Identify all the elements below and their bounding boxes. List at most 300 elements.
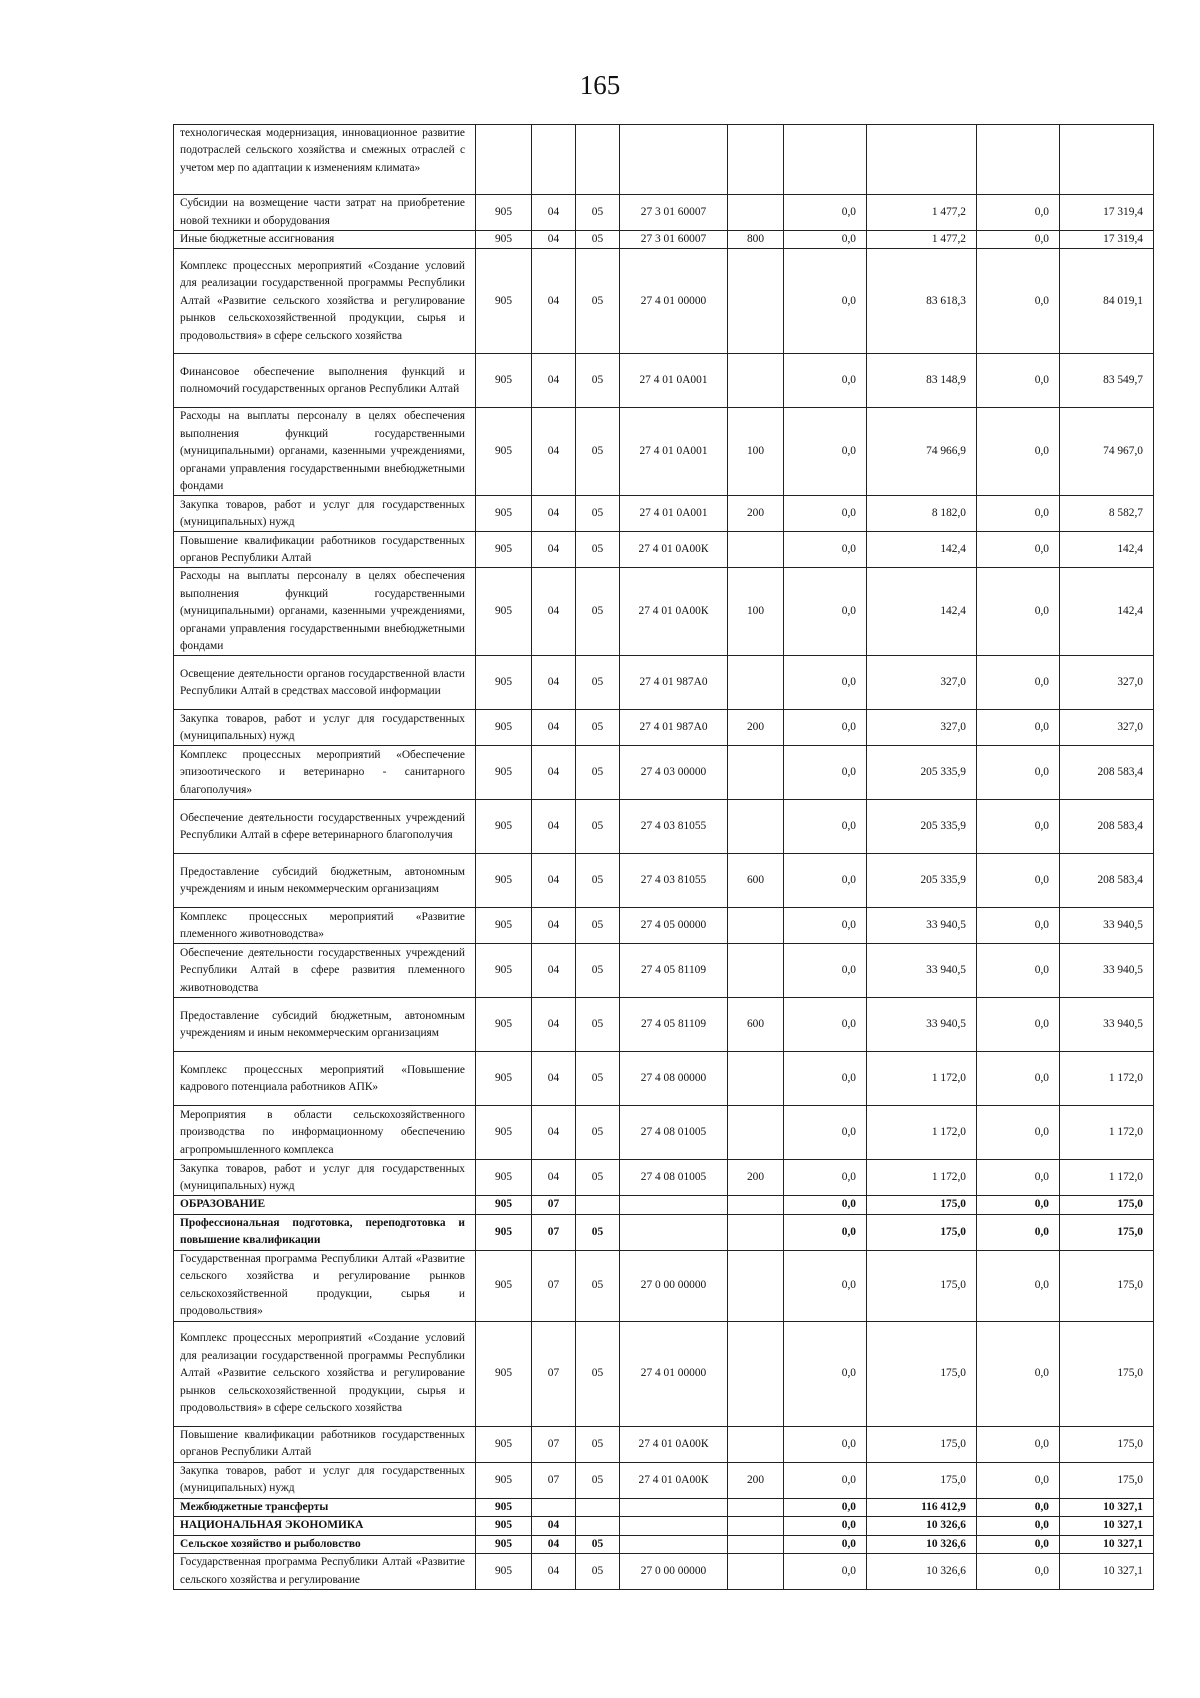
cell-expense-type [728, 1214, 784, 1250]
cell-amount-2: 10 326,6 [867, 1554, 977, 1590]
cell-target-article: 27 4 01 0А001 [620, 496, 728, 532]
cell-description: Комплекс процессных мероприятий «Развитие племенного животноводства» [174, 908, 476, 944]
cell-amount-1: 0,0 [784, 944, 867, 998]
cell-section [532, 1498, 576, 1516]
cell-amount-1: 0,0 [784, 710, 867, 746]
cell-amount-4: 208 583,4 [1060, 800, 1154, 854]
table-row [174, 532, 1154, 568]
table-row [174, 195, 1154, 231]
cell-target-article: 27 4 01 987А0 [620, 710, 728, 746]
cell-amount-1: 0,0 [784, 231, 867, 249]
cell-amount-3: 0,0 [977, 1426, 1060, 1462]
table-row [174, 249, 1154, 354]
cell-target-article: 27 4 08 00000 [620, 1052, 728, 1106]
cell-description: Иные бюджетные ассигнования [174, 231, 476, 249]
cell-description: Обеспечение деятельности государственных учреждений Республики Алтай в сфере ветеринарного благополучия [174, 800, 476, 854]
cell-section: 04 [532, 1160, 576, 1196]
cell-amount-3: 0,0 [977, 1535, 1060, 1553]
cell-amount-3: 0,0 [977, 1517, 1060, 1535]
cell-subsection: 05 [576, 908, 620, 944]
cell-expense-type: 200 [728, 496, 784, 532]
cell-subsection: 05 [576, 1535, 620, 1553]
table-row [174, 1196, 1154, 1214]
cell-subsection: 05 [576, 1052, 620, 1106]
cell-amount-2: 175,0 [867, 1426, 977, 1462]
cell-section: 04 [532, 496, 576, 532]
cell-subsection: 05 [576, 998, 620, 1052]
table-row [174, 1250, 1154, 1321]
cell-admin-code: 905 [476, 1426, 532, 1462]
cell-target-article: 27 4 01 0А00К [620, 568, 728, 656]
cell-amount-3: 0,0 [977, 231, 1060, 249]
table-row [174, 1426, 1154, 1462]
table-row [174, 1498, 1154, 1516]
cell-target-article: 27 0 00 00000 [620, 1250, 728, 1321]
cell-admin-code: 905 [476, 231, 532, 249]
cell-amount-2: 175,0 [867, 1196, 977, 1214]
cell-amount-2: 1 172,0 [867, 1106, 977, 1160]
cell-amount-3: 0,0 [977, 1214, 1060, 1250]
cell-amount-2: 205 335,9 [867, 746, 977, 800]
cell-description: Закупка товаров, работ и услуг для государственных (муниципальных) нужд [174, 1462, 476, 1498]
cell-amount-3: 0,0 [977, 408, 1060, 496]
cell-admin-code: 905 [476, 944, 532, 998]
cell-amount-3: 0,0 [977, 1052, 1060, 1106]
cell-target-article: 27 3 01 60007 [620, 231, 728, 249]
cell-description: Мероприятия в области сельскохозяйственного производства по информационному обеспечению агропромышленного комплекса [174, 1106, 476, 1160]
cell-expense-type [728, 1554, 784, 1590]
cell-admin-code: 905 [476, 656, 532, 710]
cell-target-article: 27 4 08 01005 [620, 1106, 728, 1160]
cell-expense-type: 600 [728, 854, 784, 908]
cell-description: Предоставление субсидий бюджетным, автономным учреждениям и иным некоммерческим организациям [174, 854, 476, 908]
cell-subsection: 05 [576, 249, 620, 354]
cell-target-article: 27 4 01 0А001 [620, 354, 728, 408]
cell-amount-2: 116 412,9 [867, 1498, 977, 1516]
cell-admin-code: 905 [476, 998, 532, 1052]
cell-amount-4: 142,4 [1060, 532, 1154, 568]
cell-subsection: 05 [576, 568, 620, 656]
cell-description: Закупка товаров, работ и услуг для государственных (муниципальных) нужд [174, 1160, 476, 1196]
cell-amount-4: 10 327,1 [1060, 1554, 1154, 1590]
cell-admin-code: 905 [476, 496, 532, 532]
cell-amount-3: 0,0 [977, 1554, 1060, 1590]
cell-admin-code: 905 [476, 1214, 532, 1250]
budget-table [173, 124, 1154, 1590]
cell-amount-3: 0,0 [977, 854, 1060, 908]
cell-section: 04 [532, 854, 576, 908]
table-row [174, 1554, 1154, 1590]
cell-amount-4: 10 327,1 [1060, 1517, 1154, 1535]
cell-description: Предоставление субсидий бюджетным, автономным учреждениям и иным некоммерческим организациям [174, 998, 476, 1052]
cell-description: Сельское хозяйство и рыболовство [174, 1535, 476, 1553]
cell-target-article: 27 3 01 60007 [620, 195, 728, 231]
cell-section: 04 [532, 249, 576, 354]
cell-admin-code: 905 [476, 1196, 532, 1214]
cell-target-article: 27 4 01 0А00К [620, 532, 728, 568]
cell-expense-type: 200 [728, 1462, 784, 1498]
cell-amount-4: 33 940,5 [1060, 998, 1154, 1052]
table-row [174, 746, 1154, 800]
cell-description: Повышение квалификации работников государственных органов Республики Алтай [174, 1426, 476, 1462]
cell-expense-type: 100 [728, 568, 784, 656]
cell-description: Закупка товаров, работ и услуг для государственных (муниципальных) нужд [174, 710, 476, 746]
cell-subsection: 05 [576, 1214, 620, 1250]
cell-amount-2: 327,0 [867, 710, 977, 746]
cell-subsection: 05 [576, 800, 620, 854]
cell-description: НАЦИОНАЛЬНАЯ ЭКОНОМИКА [174, 1517, 476, 1535]
table-row [174, 944, 1154, 998]
cell-expense-type [728, 1498, 784, 1516]
cell-expense-type: 100 [728, 408, 784, 496]
cell-subsection: 05 [576, 746, 620, 800]
cell-amount-3: 0,0 [977, 710, 1060, 746]
cell-amount-4: 208 583,4 [1060, 854, 1154, 908]
cell-subsection: 05 [576, 532, 620, 568]
cell-admin-code: 905 [476, 1535, 532, 1553]
cell-amount-4: 84 019,1 [1060, 249, 1154, 354]
cell-amount-4: 83 549,7 [1060, 354, 1154, 408]
cell-amount-2: 175,0 [867, 1321, 977, 1426]
cell-amount-3: 0,0 [977, 354, 1060, 408]
cell-target-article [620, 1517, 728, 1535]
cell-amount-2: 1 477,2 [867, 195, 977, 231]
cell-amount-4: 175,0 [1060, 1214, 1154, 1250]
cell-expense-type [728, 1106, 784, 1160]
cell-amount-3: 0,0 [977, 1196, 1060, 1214]
cell-expense-type: 200 [728, 1160, 784, 1196]
cell-expense-type [728, 1321, 784, 1426]
cell-amount-3: 0,0 [977, 1462, 1060, 1498]
table-row [174, 1321, 1154, 1426]
cell-amount-1: 0,0 [784, 1554, 867, 1590]
cell-section: 04 [532, 1052, 576, 1106]
cell-target-article: 27 4 01 0А001 [620, 408, 728, 496]
table-row [174, 231, 1154, 249]
cell-target-article [620, 1498, 728, 1516]
cell-amount-3: 0,0 [977, 944, 1060, 998]
cell-amount-1: 0,0 [784, 1250, 867, 1321]
cell-amount-3: 0,0 [977, 195, 1060, 231]
cell-amount-4: 17 319,4 [1060, 231, 1154, 249]
cell-section [532, 125, 576, 195]
cell-description: Межбюджетные трансферты [174, 1498, 476, 1516]
cell-subsection: 05 [576, 710, 620, 746]
cell-amount-3: 0,0 [977, 908, 1060, 944]
cell-section: 04 [532, 408, 576, 496]
cell-amount-3: 0,0 [977, 568, 1060, 656]
cell-subsection: 05 [576, 1462, 620, 1498]
cell-amount-2: 142,4 [867, 532, 977, 568]
cell-section: 07 [532, 1321, 576, 1426]
cell-admin-code: 905 [476, 408, 532, 496]
cell-admin-code: 905 [476, 1106, 532, 1160]
cell-amount-4: 33 940,5 [1060, 908, 1154, 944]
cell-expense-type [728, 195, 784, 231]
cell-amount-1: 0,0 [784, 1462, 867, 1498]
cell-amount-2: 1 172,0 [867, 1052, 977, 1106]
cell-amount-1: 0,0 [784, 249, 867, 354]
cell-amount-4: 17 319,4 [1060, 195, 1154, 231]
cell-amount-1: 0,0 [784, 1196, 867, 1214]
cell-admin-code: 905 [476, 1052, 532, 1106]
cell-section: 04 [532, 908, 576, 944]
cell-amount-2: 175,0 [867, 1462, 977, 1498]
table-row [174, 1462, 1154, 1498]
cell-description: Государственная программа Республики Алтай «Развитие сельского хозяйства и регулирование рынков сельскохозяйственной продукции, сырья и продовольствия» [174, 1250, 476, 1321]
cell-amount-2: 33 940,5 [867, 998, 977, 1052]
cell-subsection [576, 125, 620, 195]
cell-amount-4: 33 940,5 [1060, 944, 1154, 998]
cell-amount-2: 33 940,5 [867, 908, 977, 944]
table-row [174, 354, 1154, 408]
cell-description: Комплекс процессных мероприятий «Обеспечение эпизоотического и ветеринарно - санитарного благополучия» [174, 746, 476, 800]
cell-amount-1: 0,0 [784, 568, 867, 656]
cell-description: Расходы на выплаты персоналу в целях обеспечения выполнения функций государственными (муниципальными) органами, казенными учреждениями, органами управления государственными внебюджетными фондами [174, 408, 476, 496]
cell-section: 07 [532, 1462, 576, 1498]
cell-subsection: 05 [576, 1160, 620, 1196]
cell-target-article [620, 125, 728, 195]
cell-target-article: 27 0 00 00000 [620, 1554, 728, 1590]
cell-expense-type [728, 249, 784, 354]
cell-admin-code: 905 [476, 1517, 532, 1535]
table-row [174, 1214, 1154, 1250]
cell-subsection: 05 [576, 1426, 620, 1462]
cell-amount-2: 83 618,3 [867, 249, 977, 354]
cell-amount-1: 0,0 [784, 354, 867, 408]
cell-expense-type: 800 [728, 231, 784, 249]
cell-amount-1: 0,0 [784, 1052, 867, 1106]
cell-section: 07 [532, 1426, 576, 1462]
cell-admin-code: 905 [476, 1498, 532, 1516]
page-number: 165 [579, 70, 621, 100]
cell-subsection [576, 1196, 620, 1214]
cell-amount-4: 74 967,0 [1060, 408, 1154, 496]
table-row [174, 1535, 1154, 1553]
cell-admin-code: 905 [476, 195, 532, 231]
cell-amount-1 [784, 125, 867, 195]
cell-section: 04 [532, 746, 576, 800]
cell-target-article: 27 4 03 81055 [620, 854, 728, 908]
cell-amount-1: 0,0 [784, 1498, 867, 1516]
cell-target-article: 27 4 03 81055 [620, 800, 728, 854]
cell-subsection: 05 [576, 656, 620, 710]
cell-amount-3 [977, 125, 1060, 195]
cell-section: 04 [532, 532, 576, 568]
cell-subsection: 05 [576, 1106, 620, 1160]
cell-target-article: 27 4 01 0А00К [620, 1426, 728, 1462]
cell-target-article [620, 1196, 728, 1214]
cell-description: Комплекс процессных мероприятий «Повышение кадрового потенциала работников АПК» [174, 1052, 476, 1106]
cell-amount-4: 327,0 [1060, 656, 1154, 710]
cell-amount-2: 205 335,9 [867, 854, 977, 908]
table-row [174, 1052, 1154, 1106]
cell-target-article [620, 1535, 728, 1553]
cell-amount-2: 175,0 [867, 1250, 977, 1321]
cell-admin-code: 905 [476, 354, 532, 408]
cell-target-article: 27 4 01 987А0 [620, 656, 728, 710]
cell-expense-type [728, 908, 784, 944]
cell-expense-type [728, 944, 784, 998]
cell-description: Обеспечение деятельности государственных учреждений Республики Алтай в сфере развития племенного животноводства [174, 944, 476, 998]
cell-admin-code [476, 125, 532, 195]
cell-amount-2: 8 182,0 [867, 496, 977, 532]
table-body [174, 125, 1154, 1590]
cell-amount-4: 175,0 [1060, 1321, 1154, 1426]
cell-section: 04 [532, 354, 576, 408]
cell-amount-1: 0,0 [784, 1160, 867, 1196]
cell-subsection: 05 [576, 854, 620, 908]
cell-amount-1: 0,0 [784, 1535, 867, 1553]
cell-target-article: 27 4 01 00000 [620, 1321, 728, 1426]
cell-admin-code: 905 [476, 249, 532, 354]
cell-description: Субсидии на возмещение части затрат на приобретение новой техники и оборудования [174, 195, 476, 231]
table-row [174, 710, 1154, 746]
cell-amount-4: 1 172,0 [1060, 1052, 1154, 1106]
cell-amount-2: 74 966,9 [867, 408, 977, 496]
cell-section: 04 [532, 195, 576, 231]
cell-amount-3: 0,0 [977, 998, 1060, 1052]
cell-amount-4: 1 172,0 [1060, 1106, 1154, 1160]
cell-description: технологическая модернизация, инновационное развитие подотраслей сельского хозяйства и смежных отраслей с учетом мер по адаптации к изменениям климата» [174, 125, 476, 195]
cell-expense-type [728, 1517, 784, 1535]
cell-expense-type [728, 746, 784, 800]
cell-section: 04 [532, 1106, 576, 1160]
table-row [174, 1160, 1154, 1196]
cell-subsection [576, 1517, 620, 1535]
cell-description: Повышение квалификации работников государственных органов Республики Алтай [174, 532, 476, 568]
cell-subsection: 05 [576, 195, 620, 231]
cell-target-article: 27 4 03 00000 [620, 746, 728, 800]
cell-section: 07 [532, 1250, 576, 1321]
cell-section: 04 [532, 568, 576, 656]
cell-amount-3: 0,0 [977, 496, 1060, 532]
cell-target-article: 27 4 05 81109 [620, 944, 728, 998]
cell-section: 04 [532, 1554, 576, 1590]
table-row [174, 854, 1154, 908]
cell-admin-code: 905 [476, 532, 532, 568]
cell-target-article [620, 1214, 728, 1250]
table-row [174, 496, 1154, 532]
cell-amount-1: 0,0 [784, 1214, 867, 1250]
cell-amount-1: 0,0 [784, 408, 867, 496]
cell-amount-4: 142,4 [1060, 568, 1154, 656]
cell-admin-code: 905 [476, 1554, 532, 1590]
cell-subsection: 05 [576, 496, 620, 532]
cell-amount-1: 0,0 [784, 656, 867, 710]
cell-subsection: 05 [576, 1250, 620, 1321]
cell-amount-2 [867, 125, 977, 195]
cell-amount-4: 10 327,1 [1060, 1535, 1154, 1553]
cell-amount-1: 0,0 [784, 800, 867, 854]
cell-amount-3: 0,0 [977, 800, 1060, 854]
cell-amount-4: 175,0 [1060, 1250, 1154, 1321]
cell-amount-1: 0,0 [784, 1106, 867, 1160]
cell-amount-2: 33 940,5 [867, 944, 977, 998]
table-row [174, 800, 1154, 854]
cell-admin-code: 905 [476, 1250, 532, 1321]
cell-section: 04 [532, 800, 576, 854]
cell-subsection: 05 [576, 1554, 620, 1590]
cell-admin-code: 905 [476, 908, 532, 944]
cell-amount-1: 0,0 [784, 908, 867, 944]
table-row [174, 908, 1154, 944]
cell-amount-3: 0,0 [977, 249, 1060, 354]
table-row [174, 998, 1154, 1052]
cell-amount-1: 0,0 [784, 1426, 867, 1462]
cell-amount-1: 0,0 [784, 746, 867, 800]
cell-section: 04 [532, 1517, 576, 1535]
cell-admin-code: 905 [476, 746, 532, 800]
cell-admin-code: 905 [476, 1321, 532, 1426]
cell-amount-2: 142,4 [867, 568, 977, 656]
cell-target-article: 27 4 05 00000 [620, 908, 728, 944]
table-row [174, 656, 1154, 710]
cell-amount-4: 175,0 [1060, 1462, 1154, 1498]
cell-amount-3: 0,0 [977, 746, 1060, 800]
cell-amount-4: 175,0 [1060, 1196, 1154, 1214]
cell-subsection: 05 [576, 944, 620, 998]
cell-amount-1: 0,0 [784, 532, 867, 568]
cell-section: 04 [532, 998, 576, 1052]
cell-amount-3: 0,0 [977, 1321, 1060, 1426]
cell-subsection: 05 [576, 354, 620, 408]
cell-admin-code: 905 [476, 800, 532, 854]
table-row [174, 1517, 1154, 1535]
cell-target-article: 27 4 08 01005 [620, 1160, 728, 1196]
cell-amount-2: 327,0 [867, 656, 977, 710]
cell-expense-type [728, 125, 784, 195]
cell-amount-4 [1060, 125, 1154, 195]
cell-amount-3: 0,0 [977, 532, 1060, 568]
cell-amount-4: 208 583,4 [1060, 746, 1154, 800]
cell-amount-2: 175,0 [867, 1214, 977, 1250]
cell-amount-1: 0,0 [784, 1517, 867, 1535]
cell-amount-1: 0,0 [784, 998, 867, 1052]
cell-admin-code: 905 [476, 568, 532, 656]
cell-amount-3: 0,0 [977, 1160, 1060, 1196]
cell-section: 04 [532, 944, 576, 998]
cell-amount-4: 1 172,0 [1060, 1160, 1154, 1196]
cell-section: 04 [532, 710, 576, 746]
cell-expense-type [728, 656, 784, 710]
cell-expense-type [728, 532, 784, 568]
cell-admin-code: 905 [476, 854, 532, 908]
cell-subsection [576, 1498, 620, 1516]
table-row [174, 1106, 1154, 1160]
table-row [174, 408, 1154, 496]
cell-description: Закупка товаров, работ и услуг для государственных (муниципальных) нужд [174, 496, 476, 532]
cell-admin-code: 905 [476, 710, 532, 746]
cell-description: Комплекс процессных мероприятий «Создание условий для реализации государственной программы Республики Алтай «Развитие сельского хозяйства и регулирование рынков сельскохозяйственной продукции, сырья и продовольствия» в сфере сельского хозяйства [174, 249, 476, 354]
cell-description: Комплекс процессных мероприятий «Создание условий для реализации государственной программы Республики Алтай «Развитие сельского хозяйства и регулирование рынков сельскохозяйственной продукции, сырья и продовольствия» в сфере сельского хозяйства [174, 1321, 476, 1426]
cell-section: 04 [532, 656, 576, 710]
cell-admin-code: 905 [476, 1462, 532, 1498]
cell-description: ОБРАЗОВАНИЕ [174, 1196, 476, 1214]
table-row [174, 125, 1154, 195]
cell-amount-2: 1 172,0 [867, 1160, 977, 1196]
cell-expense-type: 200 [728, 710, 784, 746]
cell-expense-type [728, 1250, 784, 1321]
cell-expense-type [728, 1426, 784, 1462]
cell-amount-3: 0,0 [977, 656, 1060, 710]
cell-amount-3: 0,0 [977, 1250, 1060, 1321]
cell-amount-4: 10 327,1 [1060, 1498, 1154, 1516]
cell-description: Финансовое обеспечение выполнения функций и полномочий государственных органов Республики Алтай [174, 354, 476, 408]
cell-expense-type [728, 1196, 784, 1214]
cell-description: Расходы на выплаты персоналу в целях обеспечения выполнения функций государственными (муниципальными) органами, казенными учреждениями, органами управления государственными внебюджетными фондами [174, 568, 476, 656]
cell-section: 04 [532, 231, 576, 249]
